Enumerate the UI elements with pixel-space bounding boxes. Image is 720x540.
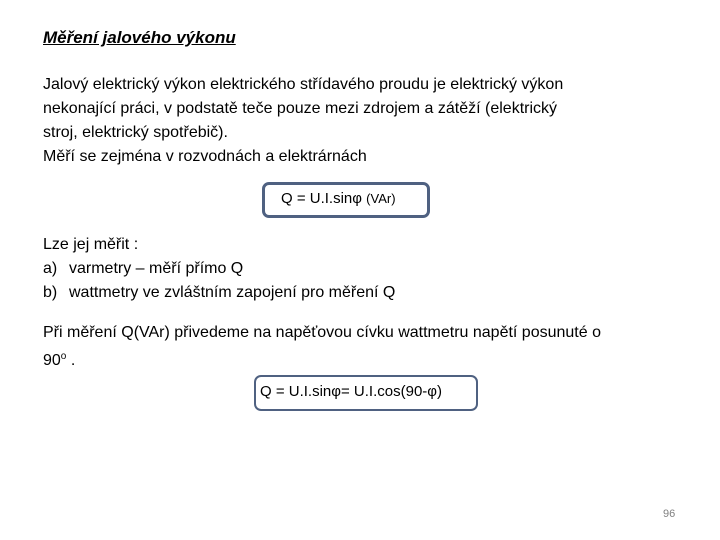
slide-title: Měření jalového výkonu <box>43 28 236 47</box>
formula-box-conversion: Q = U.I.sinφ= U.I.cos(90-φ) <box>254 375 478 411</box>
intro-line: Měří se zejména v rozvodnách a elektrárnách <box>43 148 367 165</box>
list-item-label: b) <box>43 284 58 301</box>
note-line <box>43 345 601 373</box>
intro-line: stroj, elektrický spotřebič). <box>43 124 228 141</box>
formula-unit: (VAr) <box>366 191 396 206</box>
degree-superscript: o <box>60 351 67 362</box>
measure-section <box>43 233 395 305</box>
note-end: . <box>70 352 76 369</box>
measure-heading: Lze jej měřit : <box>43 236 139 253</box>
list-item-text: varmetry – měří přímo Q <box>69 260 244 277</box>
formula-main: Q = U.I.sinφ <box>281 190 362 207</box>
intro-line: nekonající práci, v podstatě teče pouze mezi zdrojem a zátěží (elektrický <box>43 100 558 117</box>
angle-value: 90 <box>43 352 61 369</box>
intro-line: Jalový elektrický výkon elektrického střídavého proudu je elektrický výkon <box>43 76 564 93</box>
page-number: 96 <box>663 508 676 520</box>
list-item-label: a) <box>43 260 58 277</box>
list-item <box>43 257 395 281</box>
note-line: Při měření Q(VAr) přivedeme na napěťovou cívku wattmetru napětí posunuté o <box>43 324 601 341</box>
list-item <box>43 281 395 305</box>
note-paragraph <box>43 321 601 373</box>
intro-paragraph <box>43 73 563 169</box>
list-item-text: wattmetry ve zvláštním zapojení pro měření Q <box>69 284 396 301</box>
formula-box-reactive-power <box>262 182 430 218</box>
